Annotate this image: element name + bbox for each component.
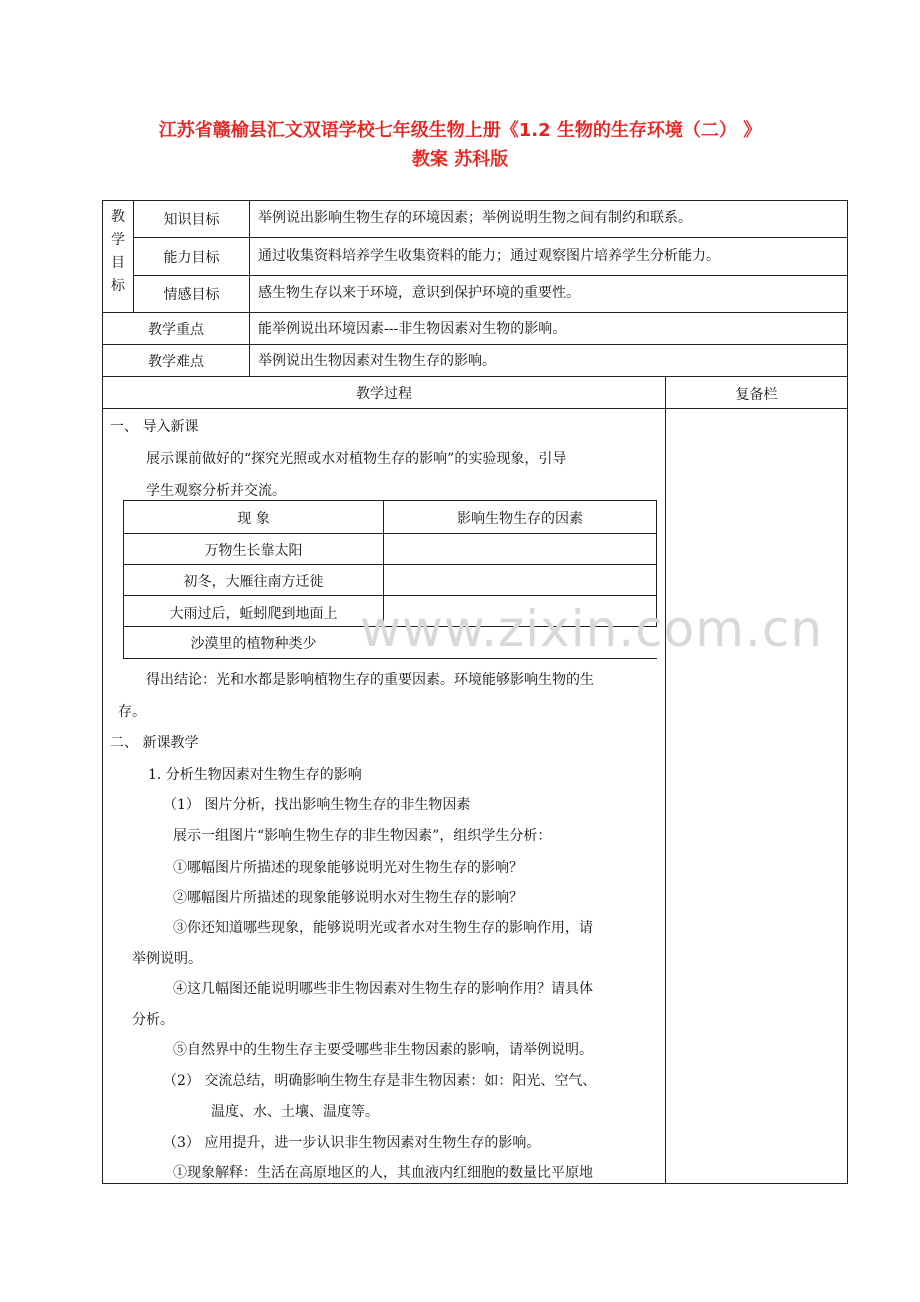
group-label-char: 目 xyxy=(111,255,125,271)
difficulty-label: 教学难点 xyxy=(148,354,204,370)
question-3-line2: 举例说明。 xyxy=(132,951,202,967)
question-4-line1: ④这几幅图还能说明哪些非生物因素对生物生存的影响作用？请具体 xyxy=(173,981,593,997)
table-rule xyxy=(102,408,848,409)
table-border-bottom xyxy=(102,1183,848,1184)
conclusion-line1: 得出结论：光和水都是影响植物生存的重要因素。环境能够影响生物的生 xyxy=(146,672,594,688)
document-title-line1: 江苏省赣榆县汇文双语学校七年级生物上册《1.2 生物的生存环境（二） 》 xyxy=(158,120,762,141)
group-label-char: 标 xyxy=(111,278,125,294)
emotion-objective-text: 感生物生存以来于环境，意识到保护环境的重要性。 xyxy=(258,285,580,301)
question-4-line2: 分析。 xyxy=(132,1012,174,1028)
table-rule xyxy=(249,200,250,376)
group-label-char: 教 xyxy=(111,209,125,225)
inner-table-border-bottom xyxy=(123,658,657,659)
section2-sub1: （1） 图片分析，找出影响生物生存的非生物因素 xyxy=(163,797,471,813)
emotion-objective-label: 情感目标 xyxy=(163,287,220,303)
ability-objective-label: 能力目标 xyxy=(163,250,220,266)
inner-table-border-top xyxy=(123,500,657,501)
table-border-right xyxy=(847,200,848,1184)
table-border-top xyxy=(102,200,848,201)
ability-objective-text: 通过收集资料培养学生收集资料的能力；通过观察图片培养学生分析能力。 xyxy=(258,248,720,264)
conclusion-line2: 存。 xyxy=(118,704,146,720)
table-rule xyxy=(133,275,848,276)
section1-paragraph-line1: 展示课前做好的“探究光照或水对植物生存的影响”的实验现象，引导 xyxy=(146,451,567,467)
question-3-line1: ③你还知道哪些现象，能够说明光或者水对生物生存的影响作用，请 xyxy=(173,920,593,936)
key-point-label: 教学重点 xyxy=(148,322,204,338)
inner-table-row: 沙漠里的植物种类少 xyxy=(190,636,317,652)
inner-table-rule xyxy=(123,595,657,596)
watermark-text: www.zixin.com.cn xyxy=(360,600,824,658)
section2-sub2-line1: （2） 交流总结，明确影响生物生存是非生物因素：如：阳光、空气、 xyxy=(163,1073,597,1089)
section1-title: 一、 导入新课 xyxy=(110,419,199,435)
objectives-group-label xyxy=(103,206,133,298)
difficulty-text: 举例说出生物因素对生物生存的影响。 xyxy=(258,353,496,369)
section2-sub2-line2: 温度、水、土壤、温度等。 xyxy=(211,1104,379,1120)
section2-sub3: （3） 应用提升，进一步认识非生物因素对生物生存的影响。 xyxy=(163,1135,541,1151)
review-column-header: 复备栏 xyxy=(735,387,778,403)
section2-item1: 1. 分析生物因素对生物生存的影响 xyxy=(148,767,362,783)
inner-table-header-factor: 影响生物生存的因素 xyxy=(457,511,583,527)
section2-sub3-item1: ①现象解释：生活在高原地区的人，其血液内红细胞的数量比平原地 xyxy=(173,1165,593,1181)
inner-table-header-phenomenon: 现 象 xyxy=(237,511,270,527)
question-5: ⑤自然界中的生物生存主要受哪些非生物因素的影响，请举例说明。 xyxy=(173,1042,593,1058)
document-title-line2: 教案 苏科版 xyxy=(411,149,509,170)
table-rule xyxy=(133,237,848,238)
inner-table-row: 大雨过后，蚯蚓爬到地面上 xyxy=(169,606,338,622)
question-2: ②哪幅图片所描述的现象能够说明水对生物生存的影响？ xyxy=(173,890,523,906)
table-border-left xyxy=(102,200,103,1184)
knowledge-objective-label: 知识目标 xyxy=(163,212,220,228)
table-rule xyxy=(665,376,666,1184)
inner-table-row: 初冬，大雁往南方迁徙 xyxy=(183,574,324,590)
inner-table-rule xyxy=(123,533,657,534)
inner-table-row: 万物生长靠太阳 xyxy=(204,543,303,559)
key-point-text: 能举例说出环境因素---非生物因素对生物的影响。 xyxy=(258,321,567,337)
section1-paragraph-line2: 学生观察分析并交流。 xyxy=(146,483,286,499)
teaching-process-header: 教学过程 xyxy=(356,386,412,402)
knowledge-objective-text: 举例说出影响生物生存的环境因素；举例说明生物之间有制约和联系。 xyxy=(258,210,692,226)
section2-title: 二、 新课教学 xyxy=(110,735,199,751)
group-label-char: 学 xyxy=(111,232,125,248)
table-rule xyxy=(102,376,848,377)
table-rule xyxy=(102,312,848,313)
table-rule xyxy=(102,344,848,345)
inner-table-rule xyxy=(123,564,657,565)
section2-show: 展示一组图片“影响生物生存的非生物因素”，组织学生分析： xyxy=(173,828,552,844)
question-1: ①哪幅图片所描述的现象能够说明光对生物生存的影响？ xyxy=(173,860,523,876)
